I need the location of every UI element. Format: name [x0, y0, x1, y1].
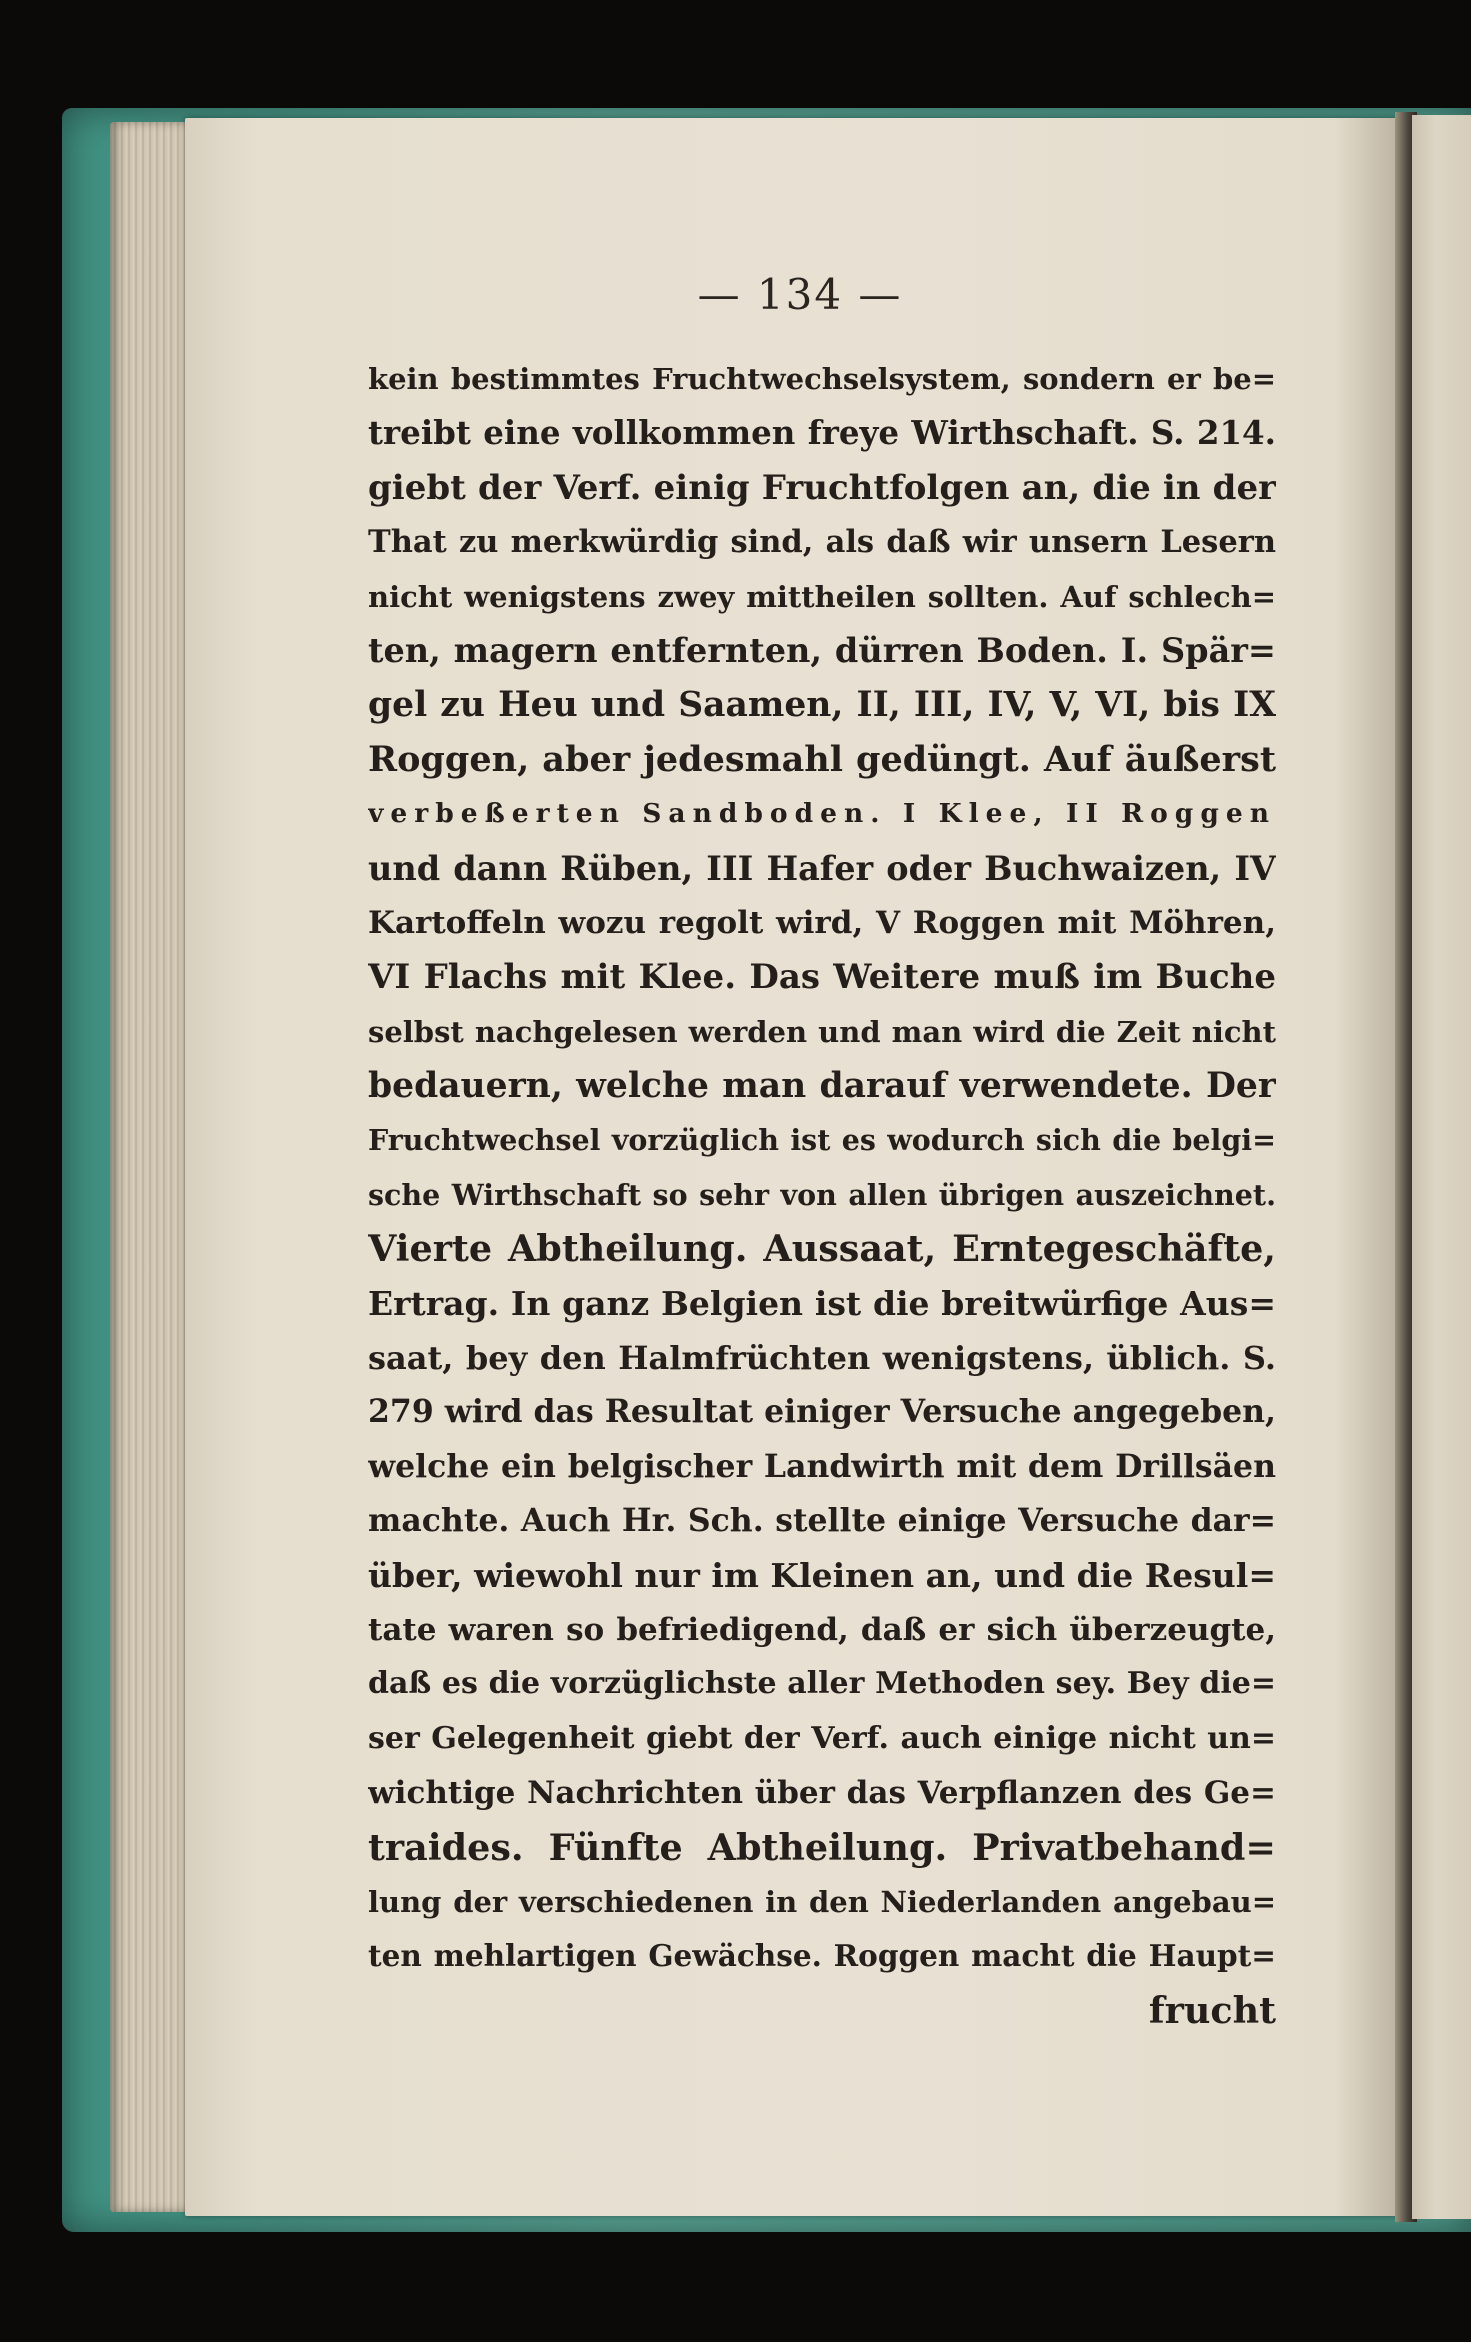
text-line: Fruchtwechsel vorzüglich ist es wodurch sich die belgi=: [368, 1123, 1276, 1158]
text-line: und dann Rüben, III Hafer oder Buchwaizen, IV: [368, 848, 1276, 888]
text-line: Ertrag. In ganz Belgien ist die breitwürfige Aus=: [368, 1283, 1276, 1323]
text-line: That zu merkwürdig sind, als daß wir unsern Lesern: [368, 524, 1276, 561]
text-line: über, wiewohl nur im Kleinen an, und die Resul=: [368, 1555, 1276, 1595]
text-line: lung der verschiedenen in den Niederlanden angebau=: [368, 1884, 1276, 1919]
page-edges: [110, 122, 190, 2212]
text-line: welche ein belgischer Landwirth mit dem Drillsäen: [368, 1447, 1276, 1485]
text-line: treibt eine vollkommen freye Wirthschaft. S. 214.: [368, 413, 1276, 453]
text-line: sche Wirthschaft so sehr von allen übrigen auszeichnet.: [368, 1177, 1276, 1212]
text-line: selbst nachgelesen werden und man wird die Zeit nicht: [368, 1014, 1276, 1049]
text-line: wichtige Nachrichten über das Verpflanzen des Ge=: [368, 1775, 1276, 1812]
text-line: Roggen, aber jedesmahl gedüngt. Auf äußerst: [368, 738, 1276, 780]
text-line: giebt der Verf. einig Fruchtfolgen an, die in der: [368, 467, 1276, 508]
text-line: ten mehlartigen Gewächse. Roggen macht die Haupt=: [368, 1938, 1276, 1974]
text-line: bedauern, welche man darauf verwendete. Der: [368, 1066, 1276, 1107]
body-text: [368, 352, 1276, 2038]
text-line: verbeßerten Sandboden. I Klee, II Roggen: [368, 798, 1276, 830]
text-line: nicht wenigstens zwey mittheilen sollten. Auf schlech=: [368, 579, 1276, 614]
text-line: 279 wird das Resultat einiger Versuche angegeben,: [368, 1393, 1276, 1431]
text-line: machte. Auch Hr. Sch. stellte einige Versuche dar=: [368, 1502, 1276, 1540]
text-line: ser Gelegenheit giebt der Verf. auch einige nicht un=: [368, 1720, 1276, 1756]
text-line: ten, magern entfernten, dürren Boden. I. Spär=: [368, 630, 1276, 670]
next-page-edge: [1412, 115, 1471, 2219]
text-line: VI Flachs mit Klee. Das Weitere muß im Buche: [368, 957, 1276, 998]
text-line: gel zu Heu und Saamen, II, III, IV, V, VI, bis IX: [368, 685, 1276, 726]
page-number: — 134 —: [697, 270, 903, 319]
text-line: saat, bey den Halmfrüchten wenigstens, üblich. S.: [368, 1339, 1276, 1378]
text-line: daß es die vorzüglichste aller Methoden sey. Bey die=: [368, 1666, 1276, 1702]
text-line: Kartoffeln wozu regolt wird, V Roggen mit Möhren,: [368, 904, 1276, 941]
text-line: Vierte Abtheilung. Aussaat, Erntegeschäfte,: [368, 1227, 1276, 1271]
catchword: frucht: [1148, 1988, 1276, 2032]
text-line: traides. Fünfte Abtheilung. Privatbehand=: [368, 1825, 1276, 1869]
text-line: kein bestimmtes Fruchtwechselsystem, sondern er be=: [368, 362, 1276, 396]
text-line: tate waren so befriedigend, daß er sich überzeugte,: [368, 1611, 1276, 1648]
